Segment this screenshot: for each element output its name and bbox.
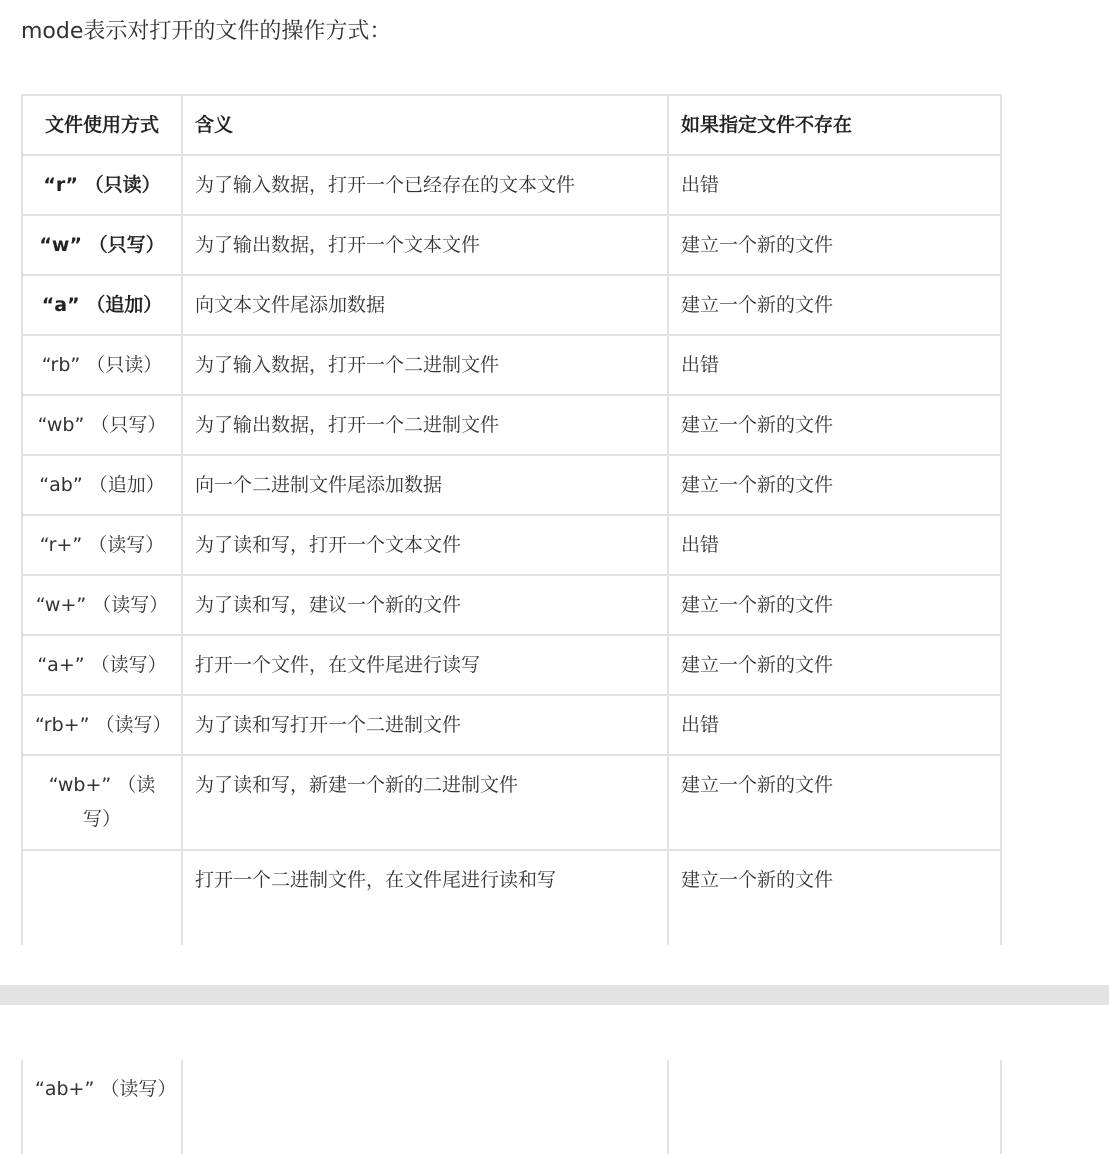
cell-if-missing: 出错 — [668, 335, 1001, 395]
cell-mode: “a” （追加） — [22, 275, 182, 335]
header-if-missing: 如果指定文件不存在 — [668, 95, 1001, 155]
cell-meaning: 为了读和写打开一个二进制文件 — [182, 695, 668, 755]
cell-meaning: 为了读和写，新建一个新的二进制文件 — [182, 755, 668, 850]
cell-if-missing: 建立一个新的文件 — [668, 395, 1001, 455]
table-row — [22, 755, 1001, 850]
table-row — [22, 215, 1001, 275]
cell-if-missing: 出错 — [668, 155, 1001, 215]
cell-meaning: 为了输出数据，打开一个二进制文件 — [182, 395, 668, 455]
cell-mode: “rb” （只读） — [22, 335, 182, 395]
cell-if-missing: 建立一个新的文件 — [668, 455, 1001, 515]
table-row — [22, 455, 1001, 515]
cell-mode: “wb+” （读写） — [22, 755, 182, 850]
cell-meaning: 打开一个文件，在文件尾进行读写 — [182, 635, 668, 695]
cell-if-missing: 出错 — [668, 695, 1001, 755]
cell-meaning: 为了输入数据，打开一个二进制文件 — [182, 335, 668, 395]
cell-mode: “ab+” （读写） — [22, 1060, 182, 1154]
table-header-row — [22, 95, 1001, 155]
cell-meaning — [182, 1060, 668, 1154]
cell-if-missing: 建立一个新的文件 — [668, 850, 1001, 945]
intro-text: mode表示对打开的文件的操作方式： — [21, 19, 392, 44]
cell-if-missing: 建立一个新的文件 — [668, 575, 1001, 635]
cell-if-missing — [668, 1060, 1001, 1154]
table-row — [22, 155, 1001, 215]
table-row — [22, 695, 1001, 755]
table-row — [22, 335, 1001, 395]
cell-if-missing: 出错 — [668, 515, 1001, 575]
cell-meaning: 为了读和写，打开一个文本文件 — [182, 515, 668, 575]
page-break-divider — [0, 985, 1109, 1005]
table-row — [22, 275, 1001, 335]
table-row — [22, 395, 1001, 455]
file-mode-table-continued — [21, 1060, 1002, 1154]
cell-mode: “a+” （读写） — [22, 635, 182, 695]
cell-meaning: 向文本文件尾添加数据 — [182, 275, 668, 335]
cell-if-missing: 建立一个新的文件 — [668, 275, 1001, 335]
cell-mode: “wb” （只写） — [22, 395, 182, 455]
cell-mode: “r” （只读） — [22, 155, 182, 215]
table-row — [22, 515, 1001, 575]
cell-mode: “r+” （读写） — [22, 515, 182, 575]
cell-meaning: 打开一个二进制文件，在文件尾进行读和写 — [182, 850, 668, 945]
cell-mode: “ab” （追加） — [22, 455, 182, 515]
cell-meaning: 为了读和写，建议一个新的文件 — [182, 575, 668, 635]
cell-if-missing: 建立一个新的文件 — [668, 215, 1001, 275]
file-mode-table — [21, 94, 1002, 945]
cell-if-missing: 建立一个新的文件 — [668, 755, 1001, 850]
cell-if-missing: 建立一个新的文件 — [668, 635, 1001, 695]
cell-meaning: 为了输出数据，打开一个文本文件 — [182, 215, 668, 275]
cell-meaning: 向一个二进制文件尾添加数据 — [182, 455, 668, 515]
table-row — [22, 850, 1001, 945]
cell-mode: “w” （只写） — [22, 215, 182, 275]
header-mode: 文件使用方式 — [22, 95, 182, 155]
cell-mode — [22, 850, 182, 945]
cell-mode: “w+” （读写） — [22, 575, 182, 635]
table-row — [22, 1060, 1001, 1154]
cell-meaning: 为了输入数据，打开一个已经存在的文本文件 — [182, 155, 668, 215]
cell-mode: “rb+” （读写） — [22, 695, 182, 755]
header-meaning: 含义 — [182, 95, 668, 155]
table-row — [22, 635, 1001, 695]
table-row — [22, 575, 1001, 635]
